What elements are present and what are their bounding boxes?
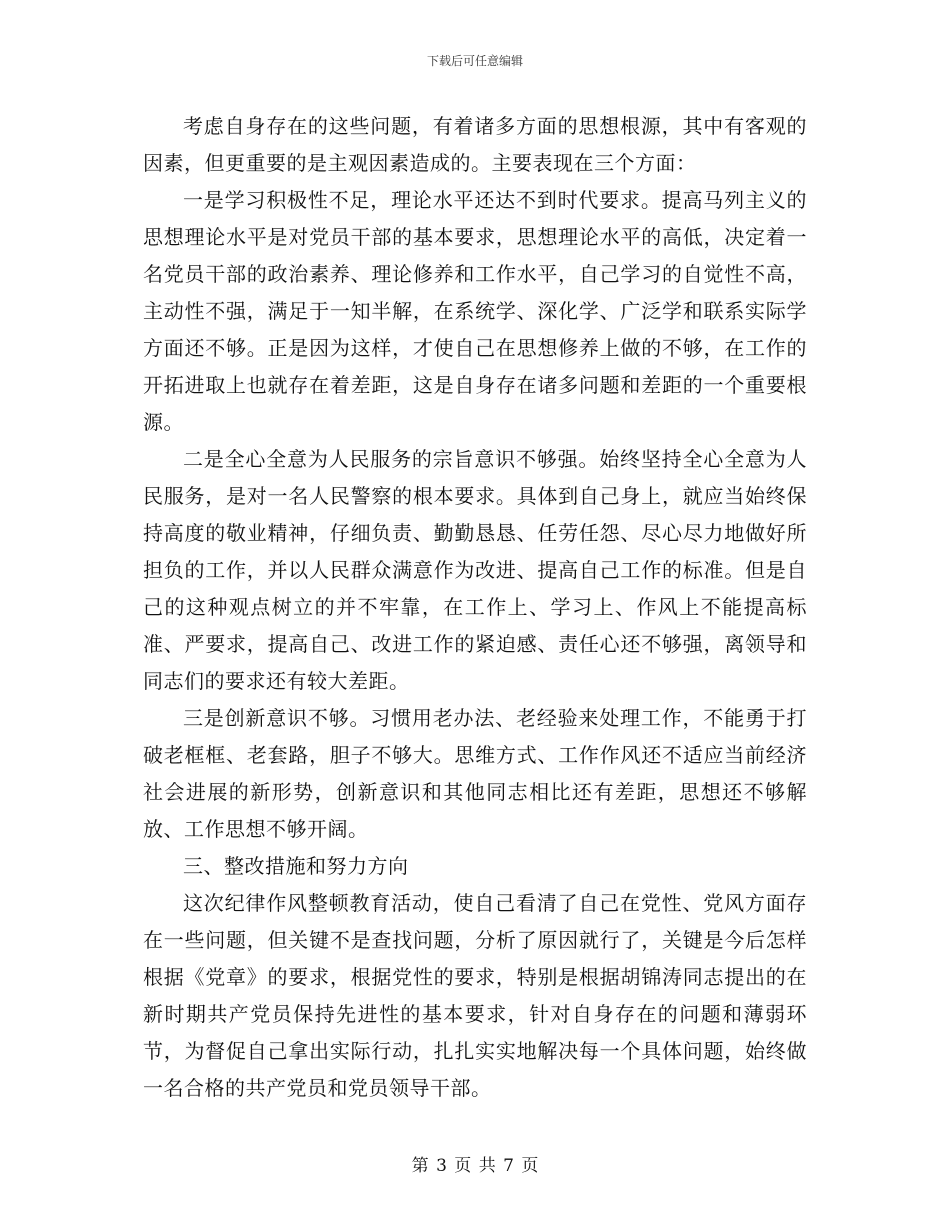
section-heading: 三、整改措施和努力方向 xyxy=(183,854,409,878)
page-header: 下载后可任意编辑 xyxy=(426,54,523,68)
paragraph-rectification: 这次纪律作风整顿教育活动，使自己看清了自己在党性、党风方面存在一些问题，但关键不是查找问题，分析了原因就行了，关键是今后怎样根据《党章》的要求，根据党性的要求，特别是根据胡锦涛同志提出的在新时期共产党员保持先进性的基本要求，针对自身存在的问题和薄弱环节，为督促自己拿出实际行动，扎扎实实地解决每一个具体问题，始终做一名合格的共产党员和党员领导干部。 xyxy=(143,891,807,1100)
page-footer: 第 3 页 共 7 页 xyxy=(411,1156,539,1176)
paragraph-intro: 考虑自身存在的这些问题，有着诸多方面的思想根源，其中有客观的因素，但更重要的是主观因素造成的。主要表现在三个方面： xyxy=(143,114,807,175)
paragraph-point-three: 三是创新意识不够。习惯用老办法、老经验来处理工作，不能勇于打破老框框、老套路，胆子不够大。思维方式、工作作风还不适应当前经济社会进展的新形势，创新意识和其他同志相比还有差距，思想还不够解放、工作思想不够开阔。 xyxy=(143,706,807,841)
document-body xyxy=(143,108,807,1107)
paragraph-point-two: 二是全心全意为人民服务的宗旨意识不够强。始终坚持全心全意为人民服务，是对一名人民警察的根本要求。具体到自己身上，就应当始终保持高度的敬业精神，仔细负责、勤勤恳恳、任劳任怨、尽心尽力地做好所担负的工作，并以人民群众满意作为改进、提高自己工作的标准。但是自己的这种观点树立的并不牢靠，在工作上、学习上、作风上不能提高标准、严要求，提高自己、改进工作的紧迫感、责任心还不够强，离领导和同志们的要求还有较大差距。 xyxy=(143,447,807,693)
paragraph-point-one: 一是学习积极性不足，理论水平还达不到时代要求。提高马列主义的思想理论水平是对党员干部的基本要求，思想理论水平的高低，决定着一名党员干部的政治素养、理论修养和工作水平，自己学习的自觉性不高，主动性不强，满足于一知半解，在系统学、深化学、广泛学和联系实际学方面还不够。正是因为这样，才使自己在思想修养上做的不够，在工作的开拓进取上也就存在着差距，这是自身存在诸多问题和差距的一个重要根源。 xyxy=(143,188,807,434)
